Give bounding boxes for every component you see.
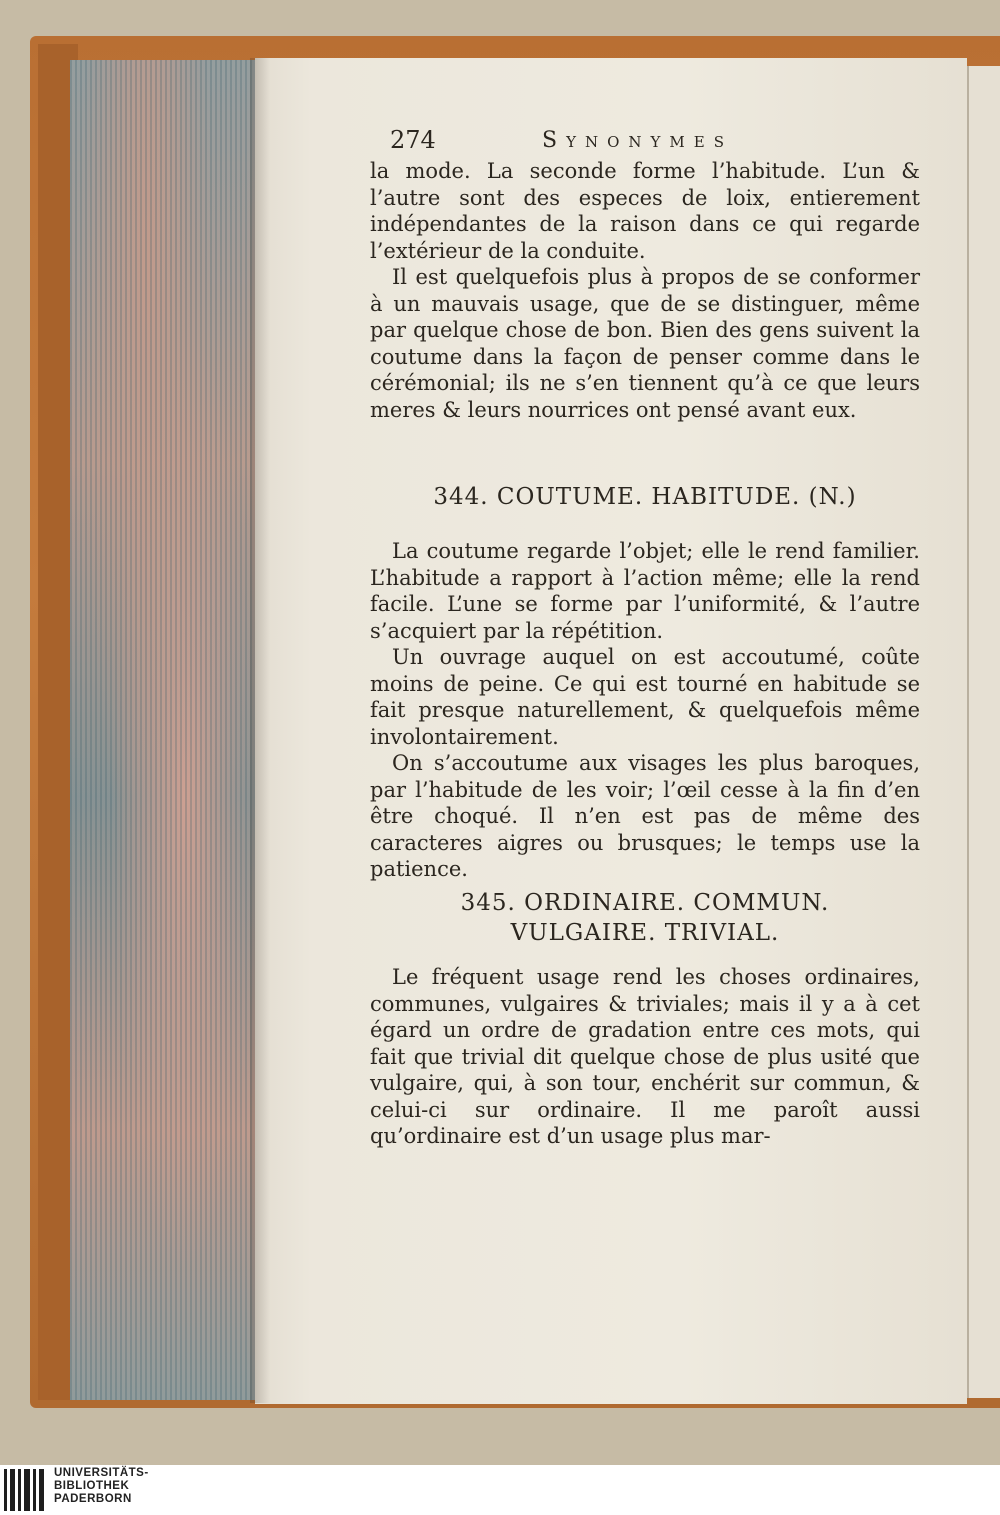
library-logo-text [54, 1467, 149, 1506]
logo-line: BIBLIOTHEK [54, 1480, 130, 1492]
logo-line: PADERBORN [54, 1493, 132, 1505]
page-header [390, 120, 910, 160]
marbled-page-edges [70, 60, 262, 1400]
paragraph: la mode. La seconde forme l’habitude. L’un & l’autre sont des especes de loix, entierement indépendantes de la raison dans ce qui regarde l’extérieur de la conduite. [370, 159, 920, 263]
paragraph: Le fréquent usage rend les choses ordinaires, communes, vulgaires & triviales; mais il y a à cet égard un ordre de gradation entre ces mots, qui fait que trivial dit quelque chose de plus usité que vulgaire, qui, à son tour, enchérit sur commun, & celui-ci sur ordinaire. Il me paroît aussi qu’ordinaire est d’un usage plus mar- [370, 965, 920, 1148]
entry-body [370, 538, 920, 883]
paragraph: On s’accoutume aux visages les plus baroques, par l’habitude de les voir; l’œil cesse à la fin d’en être choqué. Il n’en est pas de même des caracteres aigres ou brusques; le temps use la patience. [370, 751, 920, 881]
library-logo-icon [4, 1469, 46, 1511]
logo-line: UNIVERSITÄTS- [54, 1467, 149, 1479]
running-head: Synonymes [542, 128, 734, 153]
page-number: 274 [390, 126, 436, 154]
entry-heading: 345. ORDINAIRE. COMMUN. VULGAIRE. TRIVIAL. [460, 890, 830, 946]
footer-bar [0, 1465, 1000, 1515]
continuation-text [370, 158, 920, 423]
entry-heading: 344. COUTUME. HABITUDE. (N.) [433, 484, 857, 510]
entry-body [370, 964, 920, 1150]
gutter-shadow [250, 58, 270, 1403]
paragraph: La coutume regarde l’objet; elle le rend familier. L’habitude a rapport à l’action même; elle la rend facile. L’une se forme par l’uniformité, & l’autre s’acquiert par la répétition. [370, 539, 920, 643]
paragraph: Il est quelquefois plus à propos de se conformer à un mauvais usage, que de se distinguer, même par quelque chose de bon. Bien des gens suivent la coutume dans la façon de penser comme dans le cérémonial; ils ne s’en tiennent qu’à ce que leurs meres & leurs nourrices ont pensé avant eux. [370, 265, 920, 422]
paragraph: Un ouvrage auquel on est accoutumé, coûte moins de peine. Ce qui est tourné en habitude se fait presque naturellement, & quelquefois même involontairement. [370, 645, 920, 749]
facing-page-edge [967, 66, 1000, 1398]
